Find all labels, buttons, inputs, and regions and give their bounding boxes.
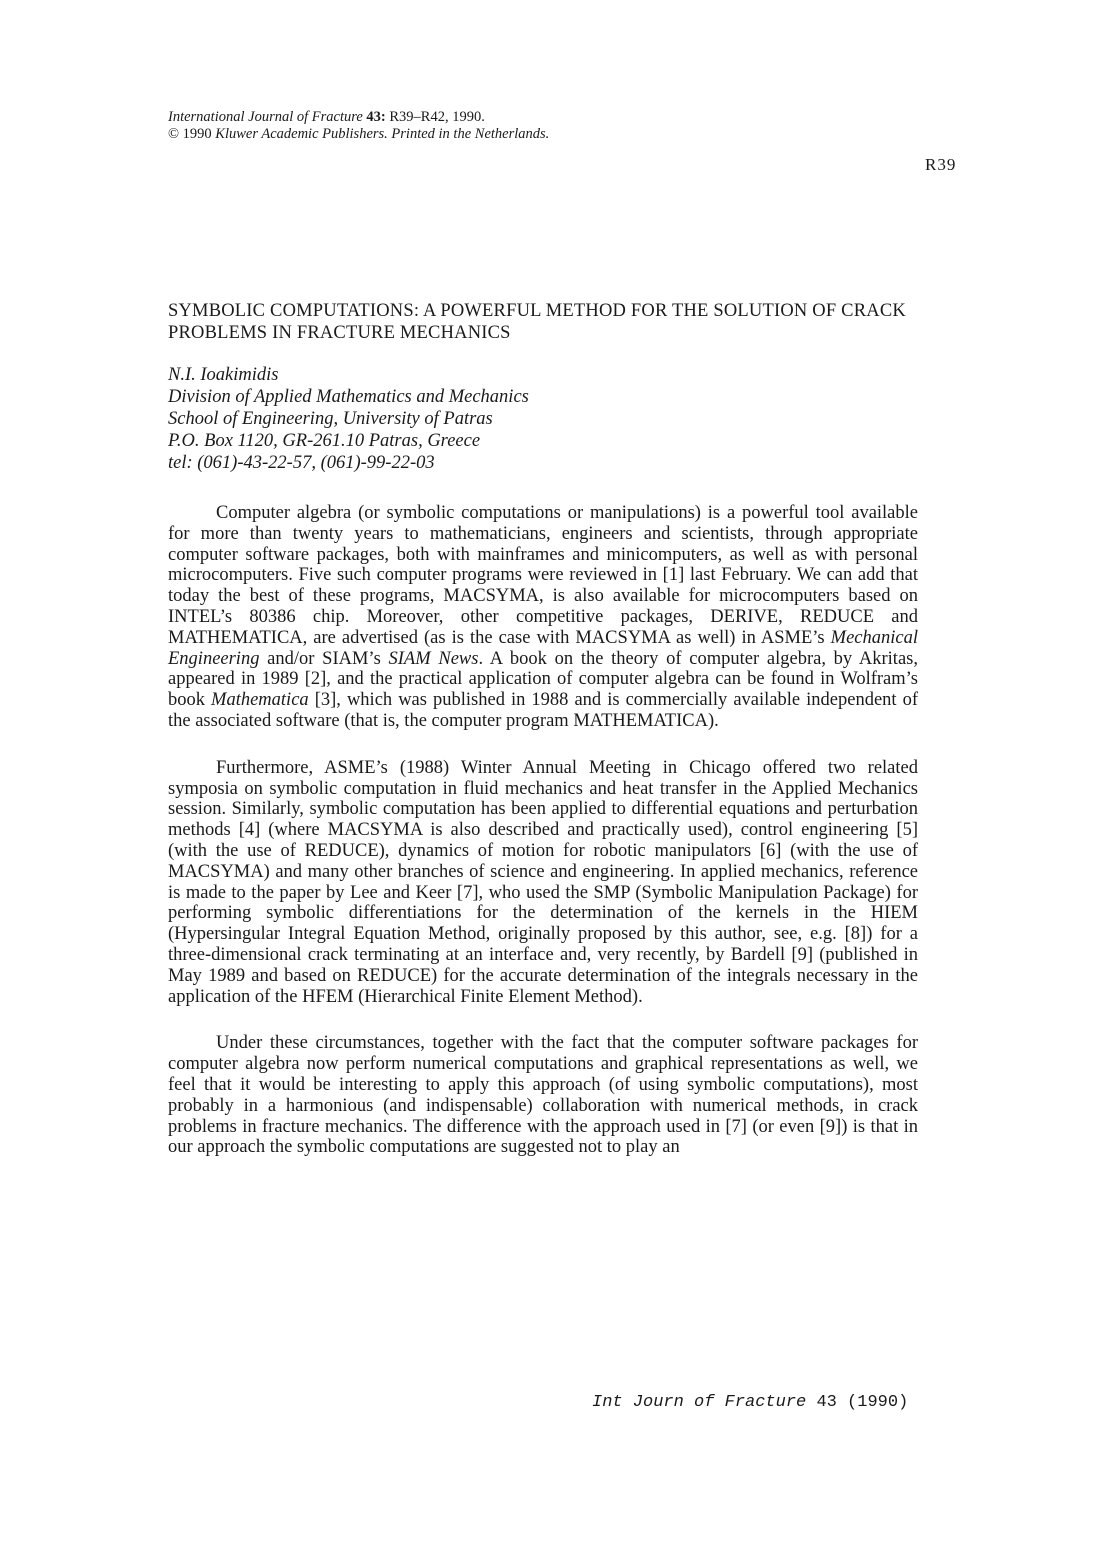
page-footer — [592, 1393, 908, 1412]
author-address: P.O. Box 1120, GR-261.10 Patras, Greece — [168, 431, 481, 451]
author-division: Division of Applied Mathematics and Mechanics — [168, 387, 529, 407]
author-telephone: tel: (061)-43-22-57, (061)-99-22-03 — [168, 453, 435, 473]
page-number: R39 — [925, 155, 957, 174]
paragraph-2: Furthermore, ASME’s (1988) Winter Annual Meeting in Chicago offered two related symposia on symbolic computation in fluid mechanics and heat transfer in the Applied Mechanics session. Similarly, symbolic computation has been applied to differential equations and perturbation methods [4] (where MACSYMA is also described and practically used), control engineering [5] (with the use of REDUCE), dynamics of motion for robotic manipulators [6] (with the use of MACSYMA) and many other branches of science and engineering. In applied mechanics, reference is made to the paper by Lee and Keer [7], who used the SMP (Symbolic Manipulation Package) for performing symbolic differentiations for the determination of the kernels in the HIEM (Hypersingular Integral Equation Method, originally proposed by this author, see, e.g. [8]) for a three-dimensional crack terminating at an interface and, very recently, by Bardell [9] (published in May 1989 and based on REDUCE) for the accurate determination of the integrals necessary in the application of the HFEM (Hierarchical Finite Element Method). — [168, 757, 918, 1007]
paragraph-1-book-mathematica: Mathematica — [211, 690, 309, 711]
author-name: N.I. Ioakimidis — [168, 365, 279, 385]
paragraph-1-text-b: and/or SIAM’s — [259, 648, 389, 669]
paragraph-1 — [168, 503, 918, 732]
copyright-notice — [168, 126, 968, 143]
author-block — [168, 364, 768, 474]
paragraph-1-text-d: [3], which was published in 1988 and is commercially available independent of the associated software (that is, the computer program MATHEMATICA). — [168, 690, 919, 731]
journal-volume: 43: — [366, 109, 386, 125]
footer-journal-abbrev: Int Journ of Fracture — [592, 1393, 807, 1412]
copyright-prefix: © 1990 — [168, 126, 216, 142]
paper-title: SYMBOLIC COMPUTATIONS: A POWERFUL METHOD FOR THE SOLUTION OF CRACK PROBLEMS IN FRACTURE MECHANICS — [168, 301, 906, 343]
paragraph-3: Under these circumstances, together with the fact that the computer software packages for computer algebra now perform numerical computations and graphical representations as well, we feel that it would be interesting to apply this approach (of using symbolic computations), most probably in a harmonious (and indispensable) collaboration with numerical methods, in crack problems in fracture mechanics. The difference with the approach used in [7] (or even [9]) is that in our approach the symbolic computations are suggested not to play an — [168, 1033, 918, 1158]
body-text — [168, 503, 918, 1158]
journal-pages-year: R39–R42, 1990. — [385, 109, 485, 125]
journal-name: International Journal of Fracture — [168, 109, 363, 125]
footer-issue: 43 (1990) — [806, 1393, 909, 1412]
paragraph-1-text-a: Computer algebra (or symbolic computations or manipulations) is a powerful tool available for more than twenty years to mathematicians, engineers and scientists, through appropriate computer software packages, both with mainframes and minicomputers, as well as with personal microcomputers. Five such computer programs were reviewed in [1] last February. We can add that today the best of these programs, MACSYMA, is also available for microcomputers based on INTEL’s 80386 chip. Moreover, other competitive packages, DERIVE, REDUCE and MATHEMATICA, are advertised (as is the case with MACSYMA as well) in ASME’s — [168, 503, 918, 648]
author-school: School of Engineering, University of Patras — [168, 409, 493, 429]
journal-citation — [168, 109, 968, 126]
paragraph-1-text-c: . A book on the theory of computer algebra, by Akritas, appeared in 1989 [2], and the practical application of computer algebra can be found in Wolfram’s book — [168, 648, 918, 711]
copyright-text: Kluwer Academic Publishers. Printed in the Netherlands. — [215, 126, 550, 142]
journal-header — [168, 109, 968, 143]
paragraph-1-journal-mech-eng: Mechanical Engineering — [168, 627, 918, 669]
paragraph-1-journal-siam-news: SIAM News — [388, 648, 479, 669]
